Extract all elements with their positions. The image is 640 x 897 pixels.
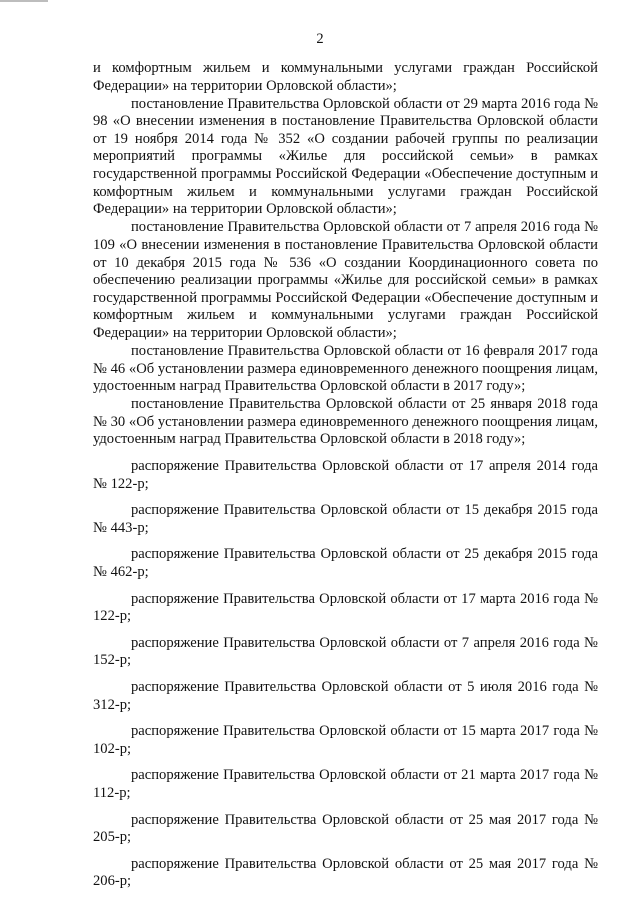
document-body: [93, 60, 598, 891]
paragraph-order-112: распоряжение Правительства Орловской области от 21 марта 2017 года № 112-р;: [93, 767, 598, 801]
paragraph-order-206: распоряжение Правительства Орловской области от 25 мая 2017 года № 206-р;: [93, 855, 598, 890]
paragraph-order-462: распоряжение Правительства Орловской области от 25 декабря 2015 года № 462-р;: [93, 546, 598, 581]
paragraph-order-152: распоряжение Правительства Орловской области от 7 апреля 2016 года № 152-р;: [93, 634, 598, 669]
paragraph-order-102: распоряжение Правительства Орловской области от 15 марта 2017 года № 102-р;: [93, 723, 598, 757]
paragraph-resolution-98: постановление Правительства Орловской области от 29 марта 2016 года № 98 «О внесении изменения в постановление Правительства Орловской области от 19 ноября 2014 года № 352 «О создании рабочей группы по реализации мероприятий программы «Жилье для российской семьи» в рамках государственной программы Российской Федерации «Обеспечение доступным и комфортным жильем и коммунальными услугами граждан Российской Федерации» на территории Орловской области»;: [93, 95, 598, 218]
paragraph-order-312: распоряжение Правительства Орловской области от 5 июля 2016 года № 312-р;: [93, 679, 598, 713]
paragraph-resolution-30: постановление Правительства Орловской области от 25 января 2018 года № 30 «Об установлении размера единовременного денежного поощрения лицам, удостоенным наград Правительства Орловской области в 2018 году»;: [93, 396, 598, 448]
page-number: 2: [316, 31, 324, 47]
paragraph-order-122-2016: распоряжение Правительства Орловской области от 17 марта 2016 года № 122-р;: [93, 590, 598, 625]
paragraph-resolution-46: постановление Правительства Орловской области от 16 февраля 2017 года № 46 «Об установлении размера единовременного денежного поощрения лицам, удостоенным наград Правительства Орловской области в 2017 году»;: [93, 343, 598, 395]
paragraph-order-205: распоряжение Правительства Орловской области от 25 мая 2017 года № 205-р;: [93, 811, 598, 846]
paragraph-continuation: и комфортным жильем и коммунальными услугами граждан Российской Федерации» на территории Орловской области»;: [93, 60, 598, 94]
paragraph-resolution-109: постановление Правительства Орловской области от 7 апреля 2016 года № 109 «О внесении изменения в постановление Правительства Орловской области от 10 декабря 2015 года № 536 «О создании Координационного совета по обеспечению реализации программы «Жилье для российской семьи» в рамках государственной программы Российской Федерации «Обеспечение доступным и комфортным жильем и коммунальными услугами граждан Российской Федерации» на территории Орловской области»;: [93, 219, 598, 341]
paragraph-order-443: распоряжение Правительства Орловской области от 15 декабря 2015 года № 443-р;: [93, 502, 598, 536]
scan-edge-mark: [0, 0, 48, 6]
paragraph-order-122-2014: распоряжение Правительства Орловской области от 17 апреля 2014 года № 122-р;: [93, 458, 598, 492]
